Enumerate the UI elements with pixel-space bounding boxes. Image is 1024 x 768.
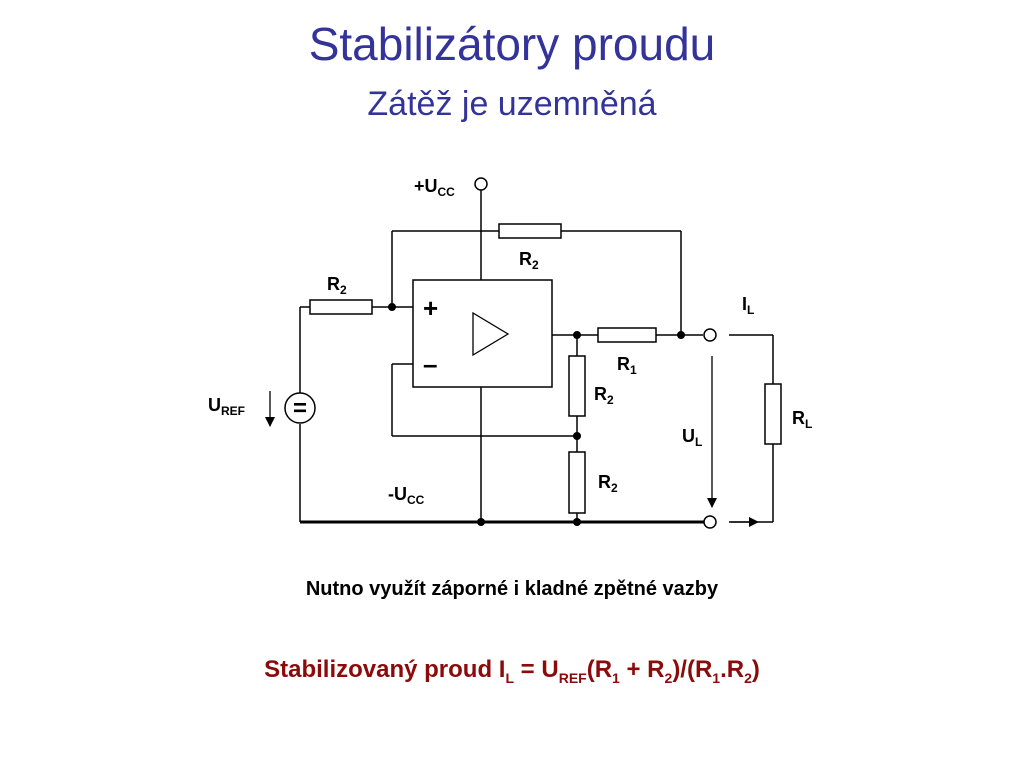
reference-source xyxy=(285,393,315,423)
label-minus-ucc: $-U_{CC}$ xyxy=(388,484,425,507)
label-plus-ucc: $+U_{CC}$ xyxy=(414,176,455,199)
slide-title: Stabilizátory proudu xyxy=(308,18,716,70)
slide-subtitle: Zátěž je uzemněná xyxy=(367,85,657,123)
resistor-r2-left xyxy=(310,300,372,314)
resistor-rl xyxy=(765,384,781,444)
label-il: $I_L$ xyxy=(742,294,755,317)
label-uref: $U_{REF}$ xyxy=(208,395,245,418)
label-r1: $R_1$ xyxy=(617,354,637,377)
op-amp-minus-sign: – xyxy=(423,349,438,379)
resistor-r1 xyxy=(598,328,656,342)
label-r2-top: $R_2$ xyxy=(519,249,539,272)
label-r2-mid: $R_2$ xyxy=(594,384,614,407)
label-ul: $U_L$ xyxy=(682,426,703,449)
op-amp xyxy=(413,280,552,387)
resistor-r2-bottom xyxy=(569,452,585,513)
label-r2-bottom: $R_2$ xyxy=(598,472,618,495)
op-amp-plus-sign: + xyxy=(423,293,439,323)
feedback-note: Nutno využít záporné i kladné zpětné vazby xyxy=(305,578,719,600)
resistor-r2-top xyxy=(499,224,561,238)
label-rl: $R_L$ xyxy=(792,408,813,431)
current-formula: Stabilizovaný proud $I_L = U_{REF}(R_1 + R_2)/(R_1.R_2)$ xyxy=(264,656,760,686)
source-symbol: = xyxy=(292,395,308,422)
resistor-r2-mid xyxy=(569,356,585,416)
label-r2-left: $R_2$ xyxy=(327,274,347,297)
